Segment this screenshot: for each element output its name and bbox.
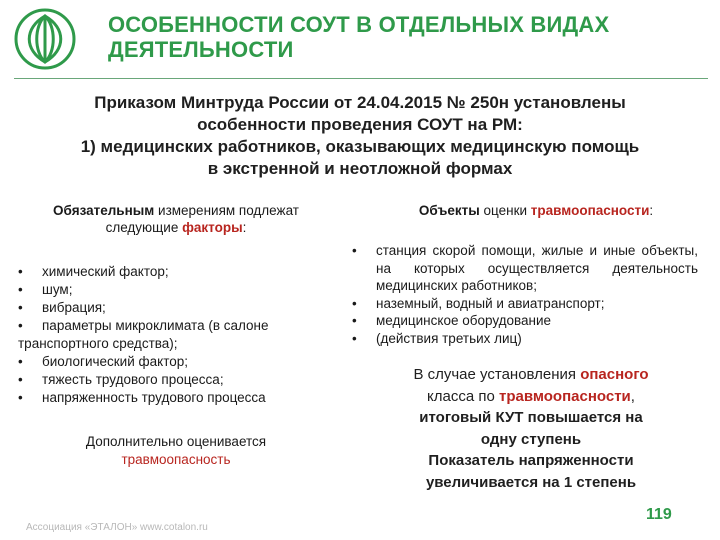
additional-assessment: Дополнительно оценивается травмоопасность	[85, 434, 267, 467]
list-item: • вибрация;	[18, 299, 338, 317]
title-divider	[14, 78, 708, 79]
etalon-logo-icon	[14, 8, 76, 70]
factors-heading: Обязательным измерениям подлежат следующие факторы:	[53, 203, 299, 235]
list-item: • шум;	[18, 281, 338, 299]
list-item: • наземный, водный и авиатранспорт;	[352, 295, 698, 313]
list-item: • (действия третьих лиц)	[352, 330, 698, 348]
list-item: • напряженность трудового процесса	[18, 389, 338, 407]
lead-text: Приказом Минтруда России от 24.04.2015 № 250н установлены особенности проведения СОУТ на РМ: 1) медицинских работников, оказывающих медицинскую помощь в экстренной и неотложной формах	[80, 93, 640, 178]
page-number: 119	[646, 506, 672, 523]
list-item: • химический фактор;	[18, 263, 338, 281]
objects-heading: Объекты оценки травмоопасности:	[418, 203, 654, 218]
list-item: • медицинское оборудование	[352, 312, 698, 330]
list-item: • параметры микроклимата (в салоне	[18, 317, 338, 335]
objects-list	[352, 242, 698, 347]
footer-text: Ассоциация «ЭТАЛОН» www.cotalon.ru	[26, 522, 208, 533]
list-item: • станция скорой помощи, жилые и иные объекты, на которых осуществляется деятельность медицинских работников;	[352, 242, 698, 295]
list-item: • биологический фактор;	[18, 353, 338, 371]
factors-list	[18, 263, 338, 407]
list-item: • тяжесть трудового процесса;	[18, 371, 338, 389]
hazard-note: В случае установления опасного класса по травмоопасности, итоговый КУТ повышается на одну ступень Показатель напряженности увеличивается на 1 степень	[413, 366, 649, 491]
list-item-continuation: транспортного средства);	[18, 336, 178, 351]
page-title: ОСОБЕННОСТИ СОУТ В ОТДЕЛЬНЫХ ВИДАХ ДЕЯТЕЛЬНОСТИ	[108, 12, 610, 62]
